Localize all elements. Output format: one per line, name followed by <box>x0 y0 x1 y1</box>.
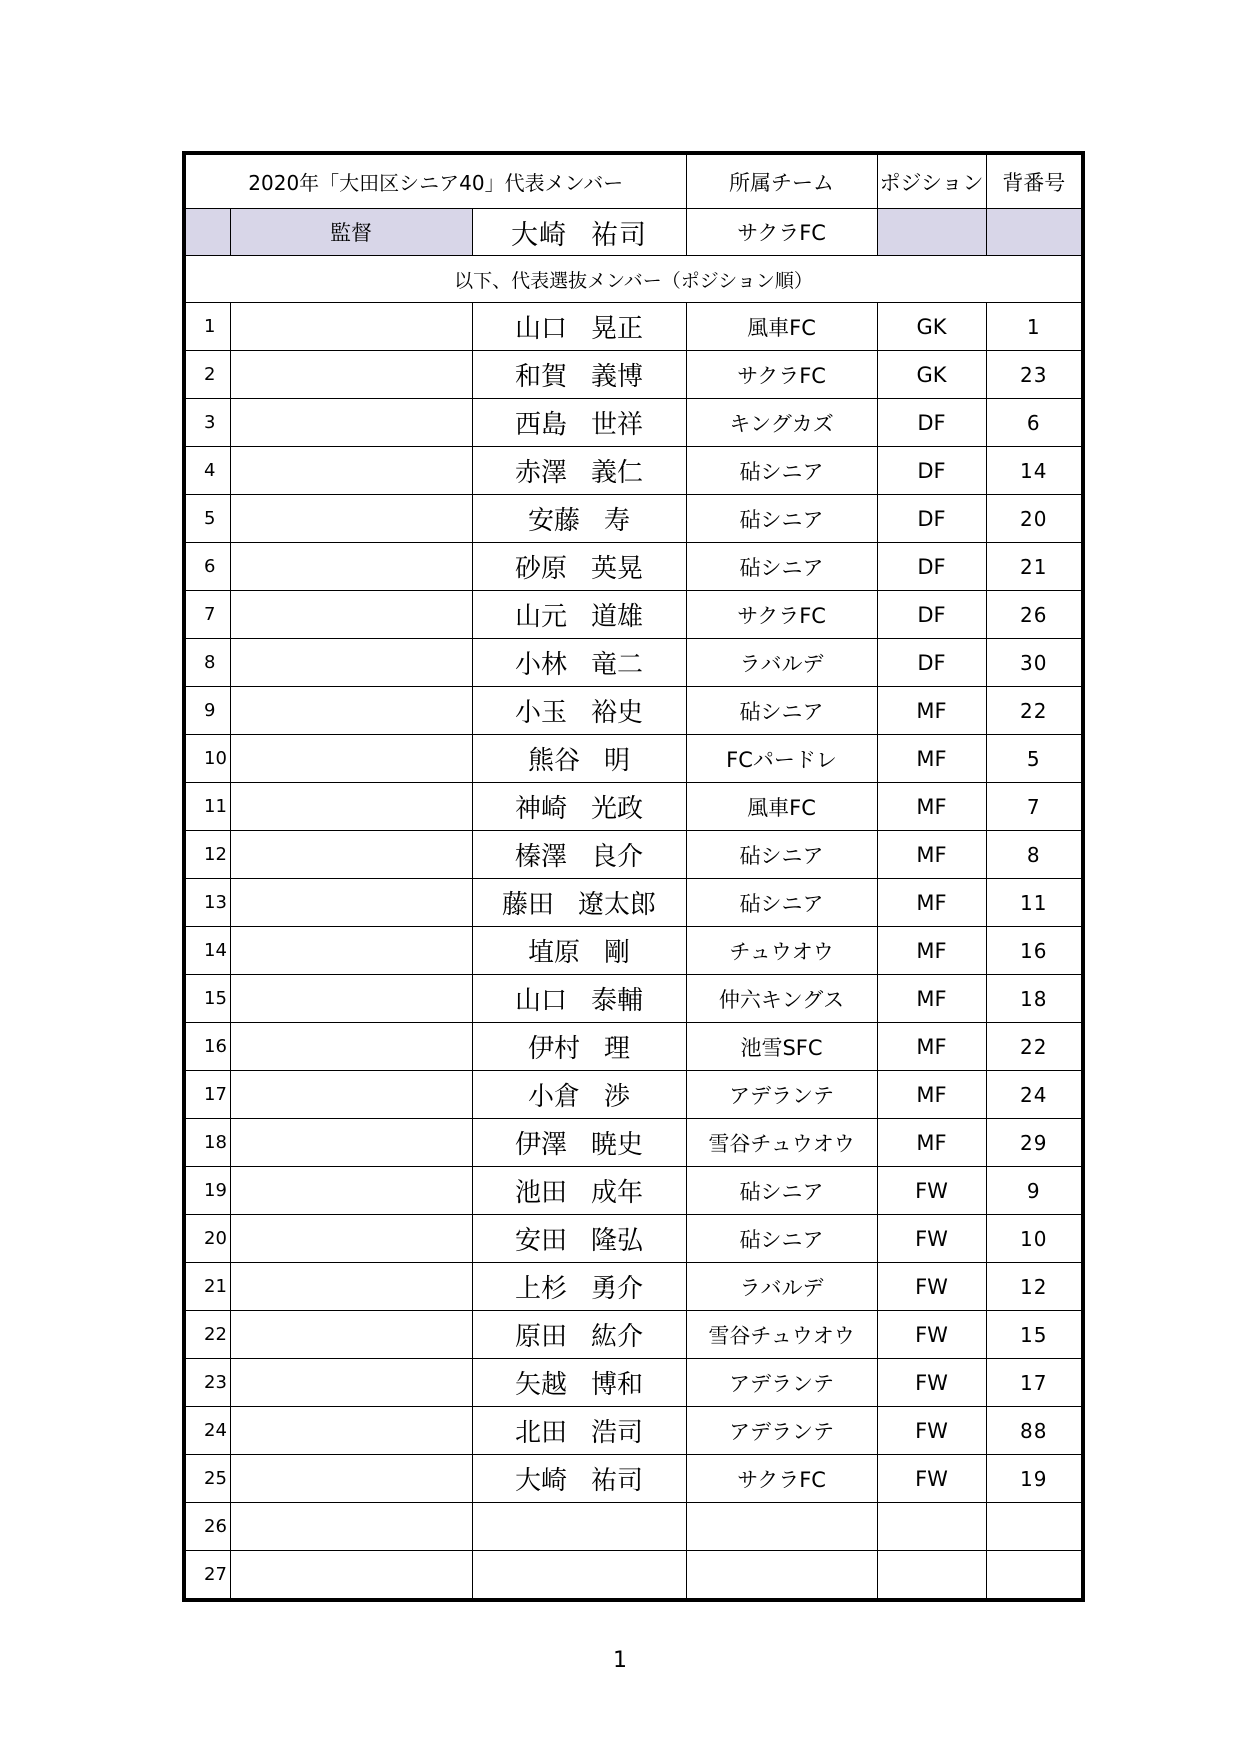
player-position: MF <box>877 687 986 735</box>
table-row <box>184 1359 1083 1407</box>
player-team: FCパードレ <box>686 735 877 783</box>
player-number: 17 <box>986 1359 1083 1407</box>
table-row <box>184 1455 1083 1503</box>
row-number: 19 <box>184 1167 230 1215</box>
blank-cell <box>230 1407 472 1455</box>
blank-cell <box>230 879 472 927</box>
table-row <box>184 303 1083 351</box>
row-number: 1 <box>184 303 230 351</box>
row-number: 14 <box>184 927 230 975</box>
player-number: 19 <box>986 1455 1083 1503</box>
player-position: MF <box>877 927 986 975</box>
player-name <box>472 447 686 495</box>
player-given-name: 義仁 <box>591 458 644 488</box>
row-number: 15 <box>184 975 230 1023</box>
blank-cell <box>230 735 472 783</box>
player-position: FW <box>877 1215 986 1263</box>
player-team <box>686 1551 877 1601</box>
row-number: 27 <box>184 1551 230 1601</box>
player-number: 12 <box>986 1263 1083 1311</box>
player-position: MF <box>877 1071 986 1119</box>
row-number: 8 <box>184 639 230 687</box>
row-number: 9 <box>184 687 230 735</box>
row-number: 21 <box>184 1263 230 1311</box>
player-team: アデランテ <box>686 1407 877 1455</box>
player-given-name: 理 <box>604 1034 631 1064</box>
blank-cell <box>230 1071 472 1119</box>
player-surname: 山口 <box>514 314 567 344</box>
player-team: 砧シニア <box>686 495 877 543</box>
table-row <box>184 399 1083 447</box>
player-surname: 矢越 <box>514 1370 567 1400</box>
row-number: 3 <box>184 399 230 447</box>
player-number: 14 <box>986 447 1083 495</box>
player-surname: 山元 <box>514 602 567 632</box>
player-given-name: 晃正 <box>591 314 644 344</box>
row-number: 24 <box>184 1407 230 1455</box>
header-row <box>184 153 1083 209</box>
player-given-name: 紘介 <box>591 1322 644 1352</box>
player-given-name: 良介 <box>591 842 644 872</box>
player-surname: 伊澤 <box>514 1130 567 1160</box>
table-row <box>184 1311 1083 1359</box>
player-team: 風車FC <box>686 783 877 831</box>
blank-cell <box>230 1263 472 1311</box>
blank-cell <box>230 1359 472 1407</box>
player-name <box>472 1359 686 1407</box>
player-position: GK <box>877 303 986 351</box>
player-surname: 埴原 <box>527 938 580 968</box>
row-number: 20 <box>184 1215 230 1263</box>
section-label: 以下、代表選抜メンバー（ポジション順） <box>184 256 1083 303</box>
player-position <box>877 1503 986 1551</box>
coach-index-cell <box>184 209 230 256</box>
player-team: サクラFC <box>686 1455 877 1503</box>
row-number: 5 <box>184 495 230 543</box>
coach-role-label: 監督 <box>230 209 472 256</box>
player-number: 88 <box>986 1407 1083 1455</box>
player-team: 砧シニア <box>686 687 877 735</box>
player-position: MF <box>877 1023 986 1071</box>
table-row <box>184 447 1083 495</box>
document-title: 2020年「大田区シニア40」代表メンバー <box>184 153 686 209</box>
player-team: 砧シニア <box>686 543 877 591</box>
table-row <box>184 1071 1083 1119</box>
player-name <box>472 783 686 831</box>
row-number: 11 <box>184 783 230 831</box>
coach-number-cell <box>986 209 1083 256</box>
roster-table <box>182 151 1085 1602</box>
table-row <box>184 1407 1083 1455</box>
blank-cell <box>230 783 472 831</box>
player-number: 6 <box>986 399 1083 447</box>
table-row <box>184 639 1083 687</box>
player-name <box>472 879 686 927</box>
player-position: FW <box>877 1263 986 1311</box>
player-number: 22 <box>986 687 1083 735</box>
player-number: 5 <box>986 735 1083 783</box>
player-team: サクラFC <box>686 351 877 399</box>
table-row <box>184 975 1083 1023</box>
player-surname: 大崎 <box>514 1466 567 1496</box>
player-position <box>877 1551 986 1601</box>
table-row <box>184 783 1083 831</box>
row-number: 23 <box>184 1359 230 1407</box>
table-row <box>184 351 1083 399</box>
player-given-name: 世祥 <box>591 410 644 440</box>
player-position: MF <box>877 783 986 831</box>
player-number: 7 <box>986 783 1083 831</box>
player-team: 砧シニア <box>686 447 877 495</box>
blank-cell <box>230 1551 472 1601</box>
player-surname: 安藤 <box>527 506 580 536</box>
player-given-name: 竜二 <box>591 650 644 680</box>
player-given-name: 渉 <box>604 1082 631 1112</box>
blank-cell <box>230 399 472 447</box>
player-surname: 小倉 <box>527 1082 580 1112</box>
player-surname: 小林 <box>514 650 567 680</box>
player-team: 池雪SFC <box>686 1023 877 1071</box>
blank-cell <box>230 1023 472 1071</box>
row-number: 2 <box>184 351 230 399</box>
player-number <box>986 1503 1083 1551</box>
player-surname: 伊村 <box>527 1034 580 1064</box>
row-number: 17 <box>184 1071 230 1119</box>
player-team: 砧シニア <box>686 831 877 879</box>
player-given-name: 義博 <box>591 362 644 392</box>
row-number: 12 <box>184 831 230 879</box>
player-number: 29 <box>986 1119 1083 1167</box>
player-team: 砧シニア <box>686 1167 877 1215</box>
player-given-name: 道雄 <box>591 602 644 632</box>
blank-cell <box>230 543 472 591</box>
player-given-name: 博和 <box>591 1370 644 1400</box>
player-position: DF <box>877 399 986 447</box>
player-given-name: 光政 <box>591 794 644 824</box>
player-name <box>472 831 686 879</box>
player-number: 10 <box>986 1215 1083 1263</box>
player-position: DF <box>877 639 986 687</box>
player-given-name: 裕史 <box>591 698 644 728</box>
player-given-name: 寿 <box>604 506 631 536</box>
blank-cell <box>230 1119 472 1167</box>
table-row <box>184 735 1083 783</box>
table-row <box>184 687 1083 735</box>
row-number: 6 <box>184 543 230 591</box>
player-given-name: 遼太郎 <box>578 890 657 920</box>
player-name <box>472 1503 686 1551</box>
player-surname: 和賀 <box>514 362 567 392</box>
player-name <box>472 303 686 351</box>
player-number: 15 <box>986 1311 1083 1359</box>
player-name <box>472 1071 686 1119</box>
player-team: ラバルデ <box>686 1263 877 1311</box>
player-given-name: 祐司 <box>591 1466 644 1496</box>
row-number: 16 <box>184 1023 230 1071</box>
player-position: MF <box>877 879 986 927</box>
player-position: DF <box>877 543 986 591</box>
player-position: FW <box>877 1407 986 1455</box>
player-surname: 赤澤 <box>514 458 567 488</box>
player-position: MF <box>877 1119 986 1167</box>
row-number: 7 <box>184 591 230 639</box>
player-name <box>472 591 686 639</box>
player-number: 1 <box>986 303 1083 351</box>
row-number: 10 <box>184 735 230 783</box>
table-row <box>184 495 1083 543</box>
player-position: FW <box>877 1311 986 1359</box>
player-team: アデランテ <box>686 1071 877 1119</box>
blank-cell <box>230 975 472 1023</box>
player-position: MF <box>877 735 986 783</box>
blank-cell <box>230 831 472 879</box>
player-surname: 西島 <box>514 410 567 440</box>
blank-cell <box>230 1455 472 1503</box>
player-team: キングカズ <box>686 399 877 447</box>
coach-given-name: 祐司 <box>591 219 647 251</box>
player-surname: 榛澤 <box>514 842 567 872</box>
player-position: DF <box>877 591 986 639</box>
table-row <box>184 1551 1083 1601</box>
player-given-name: 浩司 <box>591 1418 644 1448</box>
player-position: MF <box>877 975 986 1023</box>
player-position: FW <box>877 1455 986 1503</box>
player-given-name: 明 <box>604 746 631 776</box>
player-position: MF <box>877 831 986 879</box>
blank-cell <box>230 591 472 639</box>
player-number: 23 <box>986 351 1083 399</box>
player-team: 雪谷チュウオウ <box>686 1311 877 1359</box>
player-team <box>686 1503 877 1551</box>
row-number: 4 <box>184 447 230 495</box>
player-name <box>472 495 686 543</box>
player-name <box>472 399 686 447</box>
row-number: 22 <box>184 1311 230 1359</box>
player-given-name: 隆弘 <box>591 1226 644 1256</box>
player-number <box>986 1551 1083 1601</box>
player-number: 30 <box>986 639 1083 687</box>
blank-cell <box>230 1503 472 1551</box>
player-number: 18 <box>986 975 1083 1023</box>
blank-cell <box>230 687 472 735</box>
blank-cell <box>230 1215 472 1263</box>
player-name <box>472 351 686 399</box>
player-number: 22 <box>986 1023 1083 1071</box>
blank-cell <box>230 351 472 399</box>
player-team: チュウオウ <box>686 927 877 975</box>
player-surname: 山口 <box>514 986 567 1016</box>
player-name <box>472 1455 686 1503</box>
player-surname: 安田 <box>514 1226 567 1256</box>
blank-cell <box>230 447 472 495</box>
player-number: 21 <box>986 543 1083 591</box>
player-name <box>472 927 686 975</box>
player-given-name: 勇介 <box>591 1274 644 1304</box>
player-given-name: 泰輔 <box>591 986 644 1016</box>
table-row <box>184 1215 1083 1263</box>
player-name <box>472 1119 686 1167</box>
player-name <box>472 543 686 591</box>
table-row <box>184 591 1083 639</box>
player-team: 砧シニア <box>686 879 877 927</box>
player-number: 9 <box>986 1167 1083 1215</box>
blank-cell <box>230 927 472 975</box>
row-number: 26 <box>184 1503 230 1551</box>
player-surname: 熊谷 <box>527 746 580 776</box>
player-team: アデランテ <box>686 1359 877 1407</box>
table-row <box>184 543 1083 591</box>
player-name <box>472 1311 686 1359</box>
coach-team: サクラFC <box>686 209 877 256</box>
coach-row <box>184 209 1083 256</box>
player-number: 20 <box>986 495 1083 543</box>
player-number: 16 <box>986 927 1083 975</box>
player-surname: 北田 <box>514 1418 567 1448</box>
player-name <box>472 687 686 735</box>
player-surname: 神崎 <box>514 794 567 824</box>
blank-cell <box>230 495 472 543</box>
player-name <box>472 1551 686 1601</box>
player-name <box>472 975 686 1023</box>
player-name <box>472 1263 686 1311</box>
coach-name <box>472 209 686 256</box>
page-number: 1 <box>613 1648 627 1673</box>
table-row <box>184 831 1083 879</box>
row-number: 25 <box>184 1455 230 1503</box>
player-surname: 池田 <box>514 1178 567 1208</box>
number-column-header: 背番号 <box>986 153 1083 209</box>
player-surname: 小玉 <box>514 698 567 728</box>
player-name <box>472 639 686 687</box>
player-number: 11 <box>986 879 1083 927</box>
row-number: 18 <box>184 1119 230 1167</box>
section-row <box>184 256 1083 303</box>
table-row <box>184 1119 1083 1167</box>
player-team: 仲六キングス <box>686 975 877 1023</box>
table-row <box>184 1503 1083 1551</box>
player-surname: 藤田 <box>501 890 554 920</box>
player-position: DF <box>877 495 986 543</box>
player-position: DF <box>877 447 986 495</box>
position-column-header: ポジション <box>877 153 986 209</box>
player-position: GK <box>877 351 986 399</box>
player-position: FW <box>877 1167 986 1215</box>
blank-cell <box>230 1167 472 1215</box>
player-position: FW <box>877 1359 986 1407</box>
player-team: 砧シニア <box>686 1215 877 1263</box>
player-team: サクラFC <box>686 591 877 639</box>
player-given-name: 英晃 <box>591 554 644 584</box>
blank-cell <box>230 303 472 351</box>
blank-cell <box>230 1311 472 1359</box>
player-name <box>472 735 686 783</box>
blank-cell <box>230 639 472 687</box>
player-name <box>472 1023 686 1071</box>
player-given-name: 成年 <box>591 1178 644 1208</box>
player-surname: 上杉 <box>514 1274 567 1304</box>
table-row <box>184 1263 1083 1311</box>
player-surname: 原田 <box>514 1322 567 1352</box>
player-team: 雪谷チュウオウ <box>686 1119 877 1167</box>
table-row <box>184 1167 1083 1215</box>
player-name <box>472 1407 686 1455</box>
player-number: 26 <box>986 591 1083 639</box>
player-given-name: 剛 <box>604 938 631 968</box>
team-column-header: 所属チーム <box>686 153 877 209</box>
row-number: 13 <box>184 879 230 927</box>
player-name <box>472 1215 686 1263</box>
player-given-name: 暁史 <box>591 1130 644 1160</box>
player-team: ラバルデ <box>686 639 877 687</box>
player-number: 24 <box>986 1071 1083 1119</box>
player-surname: 砂原 <box>514 554 567 584</box>
table-row <box>184 927 1083 975</box>
player-name <box>472 1167 686 1215</box>
table-row <box>184 879 1083 927</box>
player-team: 風車FC <box>686 303 877 351</box>
table-row <box>184 1023 1083 1071</box>
coach-surname: 大崎 <box>511 219 567 251</box>
player-number: 8 <box>986 831 1083 879</box>
coach-position-cell <box>877 209 986 256</box>
